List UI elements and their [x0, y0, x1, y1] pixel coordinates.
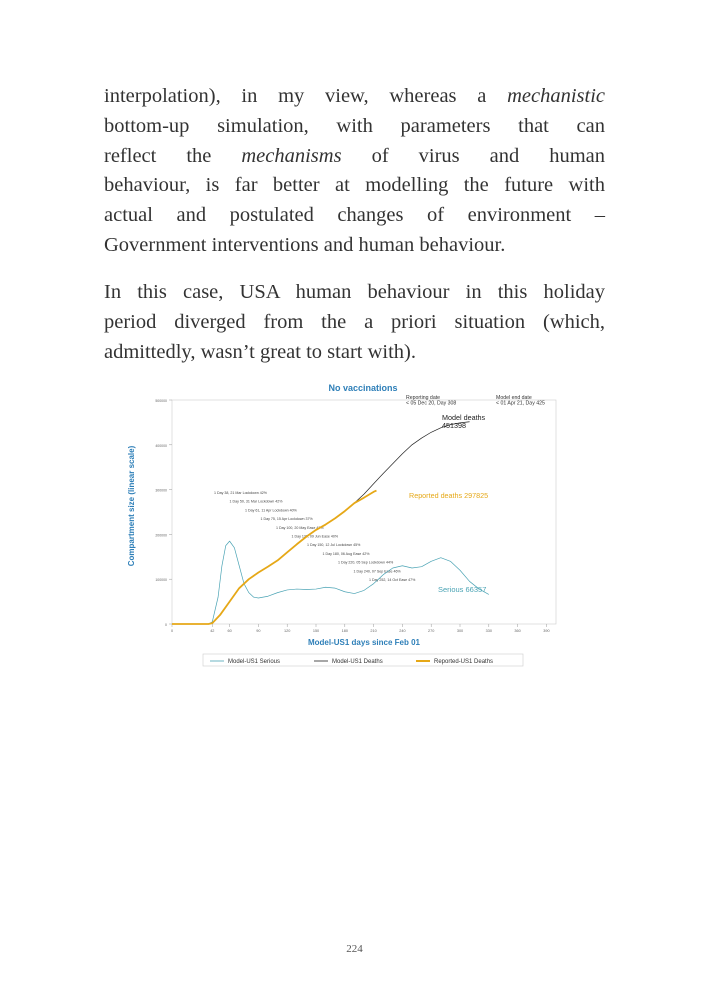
chart-svg — [124, 378, 564, 670]
paragraph-2-line: period diverged from the a priori situation (which, — [104, 310, 605, 333]
emphasis: mechanistic — [507, 85, 605, 107]
y-tick-label: 0 — [165, 623, 167, 627]
reported-deaths-annotation: Reported deaths 297825 — [409, 491, 489, 500]
legend-entry: Reported-US1 Deaths — [434, 659, 494, 665]
y-axis-label: Compartment size (linear scale) — [127, 445, 136, 567]
reporting-date-annotation: Reporting date < 05 Dec 20, Day 308 — [406, 395, 457, 407]
intervention-labels — [214, 491, 416, 582]
chart-title: No vaccinations — [328, 383, 398, 393]
model-deaths-annotation: Model deaths 451398 — [442, 413, 486, 430]
x-tick-label: 180 — [341, 629, 348, 633]
paragraph-1-line: actual and postulated changes of environment – — [104, 204, 605, 227]
x-tick-label: 330 — [485, 629, 492, 633]
chart-annotations — [406, 395, 545, 594]
x-tick-label: 240 — [399, 629, 406, 633]
x-tick-label: 150 — [312, 629, 320, 633]
intervention-label: 1 Day 38, 21 Mar Lockdown 42% — [214, 491, 267, 495]
chart-legend — [203, 654, 523, 666]
x-tick-label: 60 — [227, 629, 232, 633]
intervention-label: 1 Day 120, 09 Jun Ease 40% — [291, 534, 339, 539]
intervention-label: 1 Day 220, 05 Sep Lockdown 44% — [338, 560, 394, 565]
x-tick-label: 42 — [210, 629, 215, 633]
intervention-label: 1 Day 150, 12 Jul Lockdown 45% — [307, 543, 361, 548]
series-line-model-us1-deaths — [172, 422, 470, 624]
x-ticks — [171, 624, 550, 633]
intervention-label: 1 Day 61, 11 Apr Lockdown 40% — [245, 508, 297, 513]
intervention-label: 1 Day 240, 07 Sep Ease 46% — [353, 569, 401, 574]
intervention-label: 1 Day 50, 31 Mar Lockdown 42% — [229, 499, 283, 504]
intervention-label: 1 Day 180, 06 Aug Ease 42% — [322, 551, 370, 556]
paragraph-1-line: bottom-up simulation, with parameters that can — [104, 114, 605, 137]
x-tick-label: 90 — [256, 629, 261, 633]
page-number: 224 — [346, 943, 363, 955]
paragraph-2-line: admittedly, wasn’t great to start with). — [104, 340, 416, 363]
x-tick-label: 360 — [514, 629, 521, 633]
y-tick-label: 100000 — [155, 578, 167, 583]
paragraph-2 — [104, 278, 605, 367]
chart-figure — [124, 378, 564, 670]
intervention-label: 1 Day 252, 14 Oct Ease 47% — [369, 578, 416, 582]
intervention-label: 1 Day 100, 20 May Ease 47% — [276, 525, 324, 530]
x-tick-label: 390 — [543, 629, 550, 633]
x-tick-label: 210 — [370, 629, 377, 633]
paragraph-2-line: In this case, USA human behaviour in this holiday — [104, 281, 605, 303]
y-tick-label: 300000 — [155, 488, 167, 493]
y-ticks — [155, 399, 172, 627]
x-tick-label: 270 — [428, 629, 435, 633]
intervention-label: 1 Day 75, 15 Apr Lockdown 37% — [260, 517, 313, 522]
paragraph-1-line: behaviour, is far better at modelling the future with — [104, 174, 605, 197]
x-tick-label: 0 — [170, 629, 174, 633]
emphasis: mechanisms — [241, 144, 342, 167]
serious-annotation: Serious 66357 — [438, 585, 487, 594]
y-tick-label: 200000 — [155, 533, 167, 538]
y-tick-label: 500000 — [155, 399, 167, 403]
paragraph-1-line: interpolation), in my view, whereas a mechanistic — [104, 85, 605, 107]
x-axis-label: Model-US1 days since Feb 01 — [307, 638, 421, 647]
x-tick-label: 300 — [456, 629, 464, 633]
x-tick-label: 120 — [284, 629, 291, 633]
paragraph-1-line: Government interventions and human behaviour. — [104, 233, 506, 256]
y-tick-label: 400000 — [155, 443, 167, 448]
model-end-annotation: Model end date < 01 Apr 21, Day 425 — [496, 395, 545, 407]
paragraph-1-line: reflect the mechanisms of virus and human — [104, 144, 605, 167]
legend-entry: Model-US1 Deaths — [332, 659, 383, 665]
paragraph-1 — [104, 82, 605, 261]
legend-entry: Model-US1 Serious — [228, 659, 281, 665]
